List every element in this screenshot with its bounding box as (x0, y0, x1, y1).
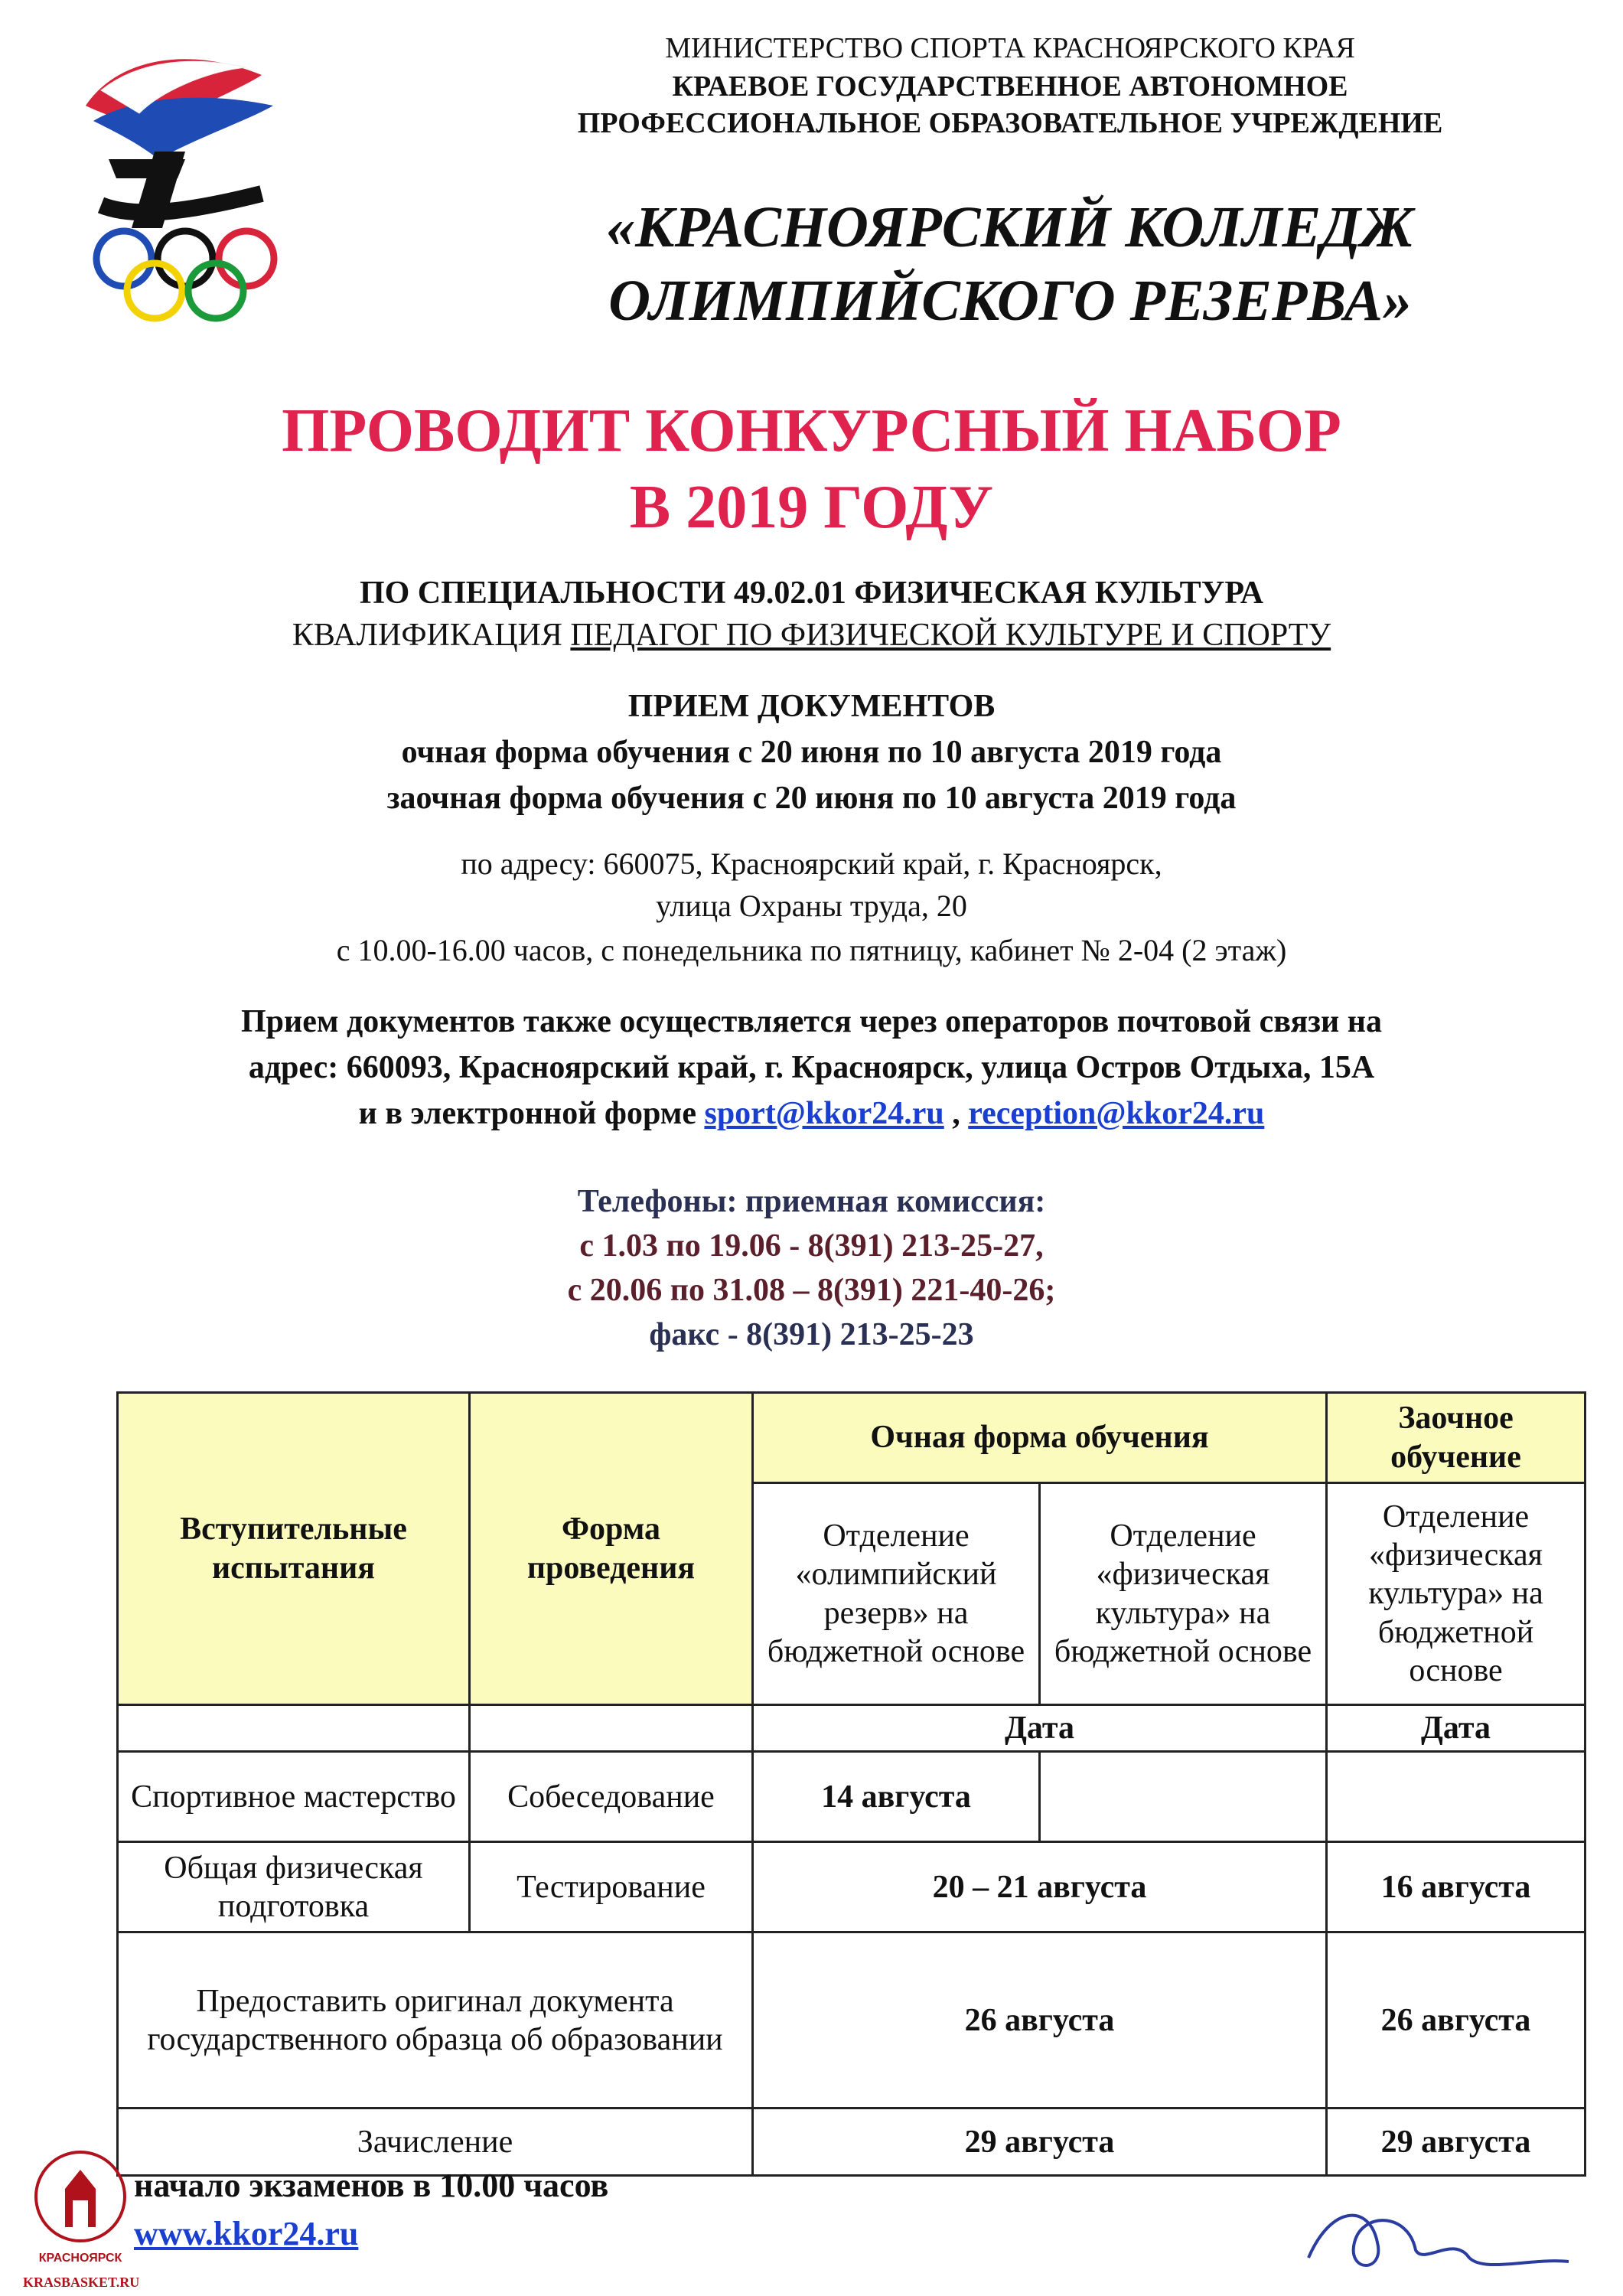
address-line1: по адресу: 660075, Красноярский край, г. Красноярск, (461, 846, 1162, 881)
original-document-date-parttime: 26 августа (1327, 1932, 1586, 2108)
header-exams: Вступительные испытания (118, 1393, 470, 1705)
date-sport-skill-phys (1040, 1752, 1327, 1842)
school-stamp-icon (31, 2143, 130, 2288)
qualification-label: КВАЛИФИКАЦИЯ (292, 618, 571, 653)
header-form: Форма проведения (470, 1393, 753, 1705)
exam-sport-skill: Спортивное мастерство (118, 1752, 470, 1842)
enrollment-label: Зачисление (118, 2108, 753, 2176)
header-parttime: Заочное обучение (1327, 1393, 1586, 1483)
stamp-site: KRASBASKET.RU (23, 2275, 140, 2290)
fax-line: факс - 8(391) 213-25-23 (649, 1317, 974, 1352)
exam-general-fitness: Общая физическая подготовка (118, 1842, 470, 1932)
empty-cell (118, 1705, 470, 1752)
email-separator: , (943, 1096, 969, 1131)
date-sport-skill-parttime (1327, 1752, 1586, 1842)
qualification-line (0, 616, 1623, 654)
specialty-line: ПО СПЕЦИАЛЬНОСТИ 49.02.01 ФИЗИЧЕСКАЯ КУЛЬТУРА (359, 576, 1264, 611)
institution-type-line1: КРАЕВОЕ ГОСУДАРСТВЕННОЕ АВТОНОМНОЕ (672, 70, 1348, 103)
phones-title: Телефоны: приемная комиссия: (577, 1184, 1046, 1219)
stamp-city: КРАСНОЯРСК (38, 2252, 122, 2265)
mail-prefix: и в электронной форме (358, 1096, 705, 1131)
dept-olympic-reserve: Отделение «олимпийский резерв» на бюджетной основе (753, 1483, 1040, 1705)
dept-physical-culture-parttime: Отделение «физическая культура» на бюджетной основе (1327, 1483, 1586, 1705)
form-interview: Собеседование (470, 1752, 753, 1842)
exam-start-note: начало экзаменов в 10.00 часов (134, 2167, 609, 2204)
date-general-fitness-fulltime: 20 – 21 августа (753, 1842, 1327, 1932)
phone-line2: с 20.06 по 31.08 – 8(391) 221-40-26; (567, 1273, 1056, 1308)
date-label-parttime: Дата (1327, 1705, 1586, 1752)
college-name-line2: ОЛИМПИЙСКОГО РЕЗЕРВА» (608, 269, 1412, 333)
documents-title: ПРИЕМ ДОКУМЕНТОВ (627, 689, 996, 724)
schedule-table (116, 1391, 1586, 2177)
address-hours: с 10.00-16.00 часов, с понедельника по пятницу, кабинет № 2-04 (2 этаж) (336, 933, 1287, 967)
mail-line3 (0, 1094, 1623, 1133)
website-link[interactable]: www.kkor24.ru (134, 2215, 359, 2252)
documents-fulltime: очная форма обучения с 20 июня по 10 августа 2019 года (401, 735, 1222, 770)
date-general-fitness-parttime: 16 августа (1327, 1842, 1586, 1932)
address-line2: улица Охраны труда, 20 (656, 889, 967, 923)
announcement-year: В 2019 ГОДУ (629, 474, 994, 541)
institution-type-line2: ПРОФЕССИОНАЛЬНОЕ ОБРАЗОВАТЕЛЬНОЕ УЧРЕЖДЕНИЕ (577, 107, 1443, 139)
enrollment-date-parttime: 29 августа (1327, 2108, 1586, 2176)
date-sport-skill-olympic: 14 августа (753, 1752, 1040, 1842)
header-fulltime: Очная форма обучения (753, 1393, 1327, 1483)
mail-line1: Прием документов также осуществляется через операторов почтовой связи на (241, 1004, 1382, 1039)
original-document-label: Предоставить оригинал документа государственного образца об образовании (118, 1932, 753, 2108)
dept-physical-culture: Отделение «физическая культура» на бюджетной основе (1040, 1483, 1327, 1705)
mail-line2: адрес: 660093, Красноярский край, г. Красноярск, улица Остров Отдыха, 15А (248, 1050, 1375, 1085)
empty-cell (470, 1705, 753, 1752)
date-label-fulltime: Дата (753, 1705, 1327, 1752)
signature-icon (1301, 2189, 1576, 2281)
form-testing: Тестирование (470, 1842, 753, 1932)
email-reception-link[interactable]: reception@kkor24.ru (968, 1096, 1265, 1131)
college-logo (70, 44, 300, 335)
ministry-name: МИНИСТЕРСТВО СПОРТА КРАСНОЯРСКОГО КРАЯ (665, 32, 1355, 64)
email-sport-link[interactable]: sport@kkor24.ru (704, 1096, 944, 1131)
college-name-line1: «КРАСНОЯРСКИЙ КОЛЛЕДЖ (606, 195, 1414, 259)
documents-parttime: заочная форма обучения с 20 июня по 10 августа 2019 года (386, 781, 1237, 816)
original-document-date-fulltime: 26 августа (753, 1932, 1327, 2108)
enrollment-date-fulltime: 29 августа (753, 2108, 1327, 2176)
phone-line1: с 1.03 по 19.06 - 8(391) 213-25-27, (579, 1228, 1044, 1264)
qualification-value: ПЕДАГОГ ПО ФИЗИЧЕСКОЙ КУЛЬТУРЕ И СПОРТУ (570, 618, 1331, 653)
announcement-title: ПРОВОДИТ КОНКУРСНЫЙ НАБОР (282, 397, 1341, 465)
